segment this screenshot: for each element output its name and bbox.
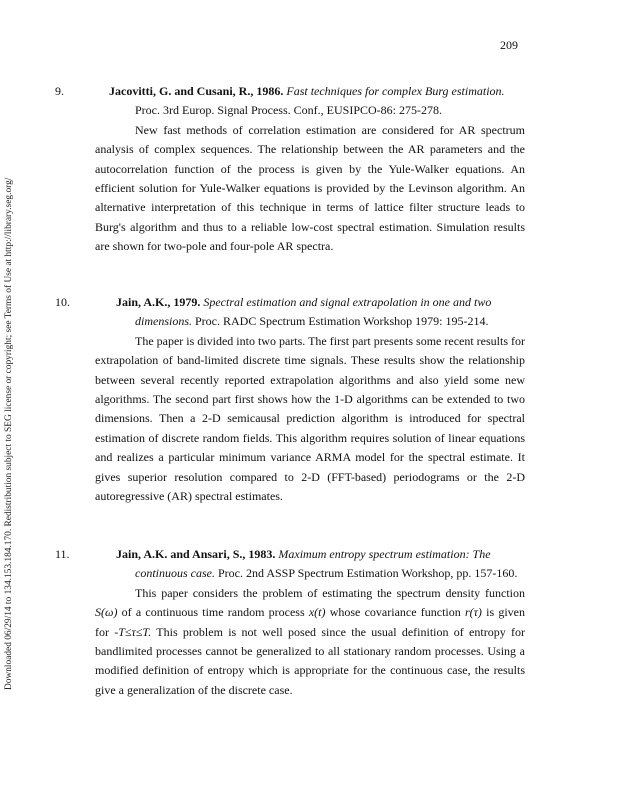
math-interval-symbol: -T≤τ≤T. [114,624,152,639]
reference-entry-10 [55,293,526,506]
entry-abstract: New fast methods of correlation estimation are considered for AR spectrum analysis of complex sequences. The relationship between the AR parameters and the autocorrelation function of the process is given by the Yule-Walker equations. An efficient solution for Yule-Walker equations is provided by the Levinson algorithm. An alternative interpretation of this technique in terms of lattice filter structure leads to Burg's algorithm and thus to a reliable low-cost spectral estimation. Simulation results are shown for two-pole and four-pole AR spectra. [95,122,525,254]
entry-title: Fast techniques for complex Burg estimation. [286,84,505,98]
abstract-text: This paper considers the problem of estimating the spectrum density function [135,585,525,600]
abstract-text: of a continuous time random process [121,605,305,620]
citation: 9. Jacovitti, G. and Cusani, R., 1986. Fast techniques for complex Burg estimation. Proc. 3rd Europ. Signal Process. Conf., EUSIPCO-86: 275-278. [55,84,505,118]
reference-entry-11 [55,545,525,700]
download-notice [2,125,16,690]
entry-source: Proc. RADC Spectrum Estimation Workshop 1979: 195-214. [195,314,489,329]
entry-abstract: The paper is divided into two parts. The first part presents some recent results for extrapolation of band-limited discrete time signals. These results show the relationship between several recently reported extrapolation algorithms and also yield some new algorithms. The second part first shows how the 1-D algorithms can be extended to two dimensions. Then a 2-D semicausal prediction algorithm is introduced for spectral estimation of discrete random fields. This algorithm requires solution of linear equations and realizes a particular minimum variance ARMA model for the spectral estimate. It gives superior resolution compared to 2-D (FFT-based) periodograms or the 2-D autoregressive (AR) spectral estimates. [95,333,526,504]
entry-source: Proc. 2nd ASSP Spectrum Estimation Workshop, pp. 157-160. [218,566,518,581]
entry-authors: Jacovitti, G. and Cusani, R., 1986. [109,84,284,98]
math-spectrum-symbol: S(ω) [95,605,118,620]
citation: 11. Jain, A.K. and Ansari, S., 1983. Maximum entropy spectrum estimation: The continuous case. Proc. 2nd ASSP Spectrum Estimation Workshop, pp. 157-160. [55,547,518,581]
entry-abstract [95,584,525,700]
entry-authors: Jain, A.K., 1979. [116,295,201,309]
entry-authors: Jain, A.K. and Ansari, S., 1983. [116,547,276,561]
math-process-symbol: x(t) [308,605,326,620]
entry-title: Spectral estimation and signal extrapolation in one and two dimensions. [135,295,492,329]
math-covariance-symbol: r(τ) [464,605,482,620]
abstract-text: whose covariance function [329,605,461,620]
abstract-text: This problem is not well posed since the usual definition of entropy for bandlimited processes cannot be generalized to all stationary random processes. Using a modified definition of entropy which is appropriate for the continuous case, the results give a generalization of the discrete case. [95,624,525,697]
entry-source: Proc. 3rd Europ. Signal Process. Conf., EUSIPCO-86: 275-278. [135,103,442,118]
entry-title: Maximum entropy spectrum estimation: The continuous case. [135,547,491,581]
download-notice-text: Downloaded 06/29/14 to 134.153.184.170. Redistribution subject to SEG license or copyright; see Terms of Use at http://library.seg.org/ [4,177,14,690]
citation: 10. Jain, A.K., 1979. Spectral estimation and signal extrapolation in one and two dimensions. Proc. RADC Spectrum Estimation Workshop 1979: 195-214. [55,295,492,329]
reference-entry-9 [55,82,525,257]
page-number: 209 [500,38,518,52]
abstract-text: is given for [95,605,525,639]
